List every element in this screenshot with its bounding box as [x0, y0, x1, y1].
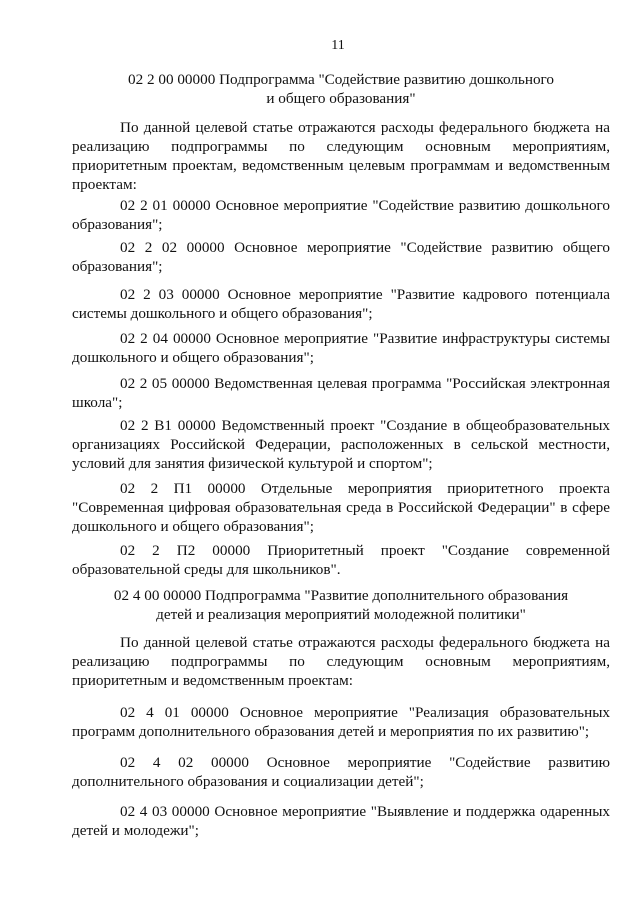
section-heading-line: 02 2 00 00000 Подпрограмма "Содействие развитию дошкольного	[127, 71, 555, 88]
section-heading	[72, 70, 610, 108]
intro-paragraph: По данной целевой статье отражаются расходы федерального бюджета на реализацию подпрограммы по следующим основным мероприятиям, приоритетным и ведомственным проектам:	[72, 634, 610, 689]
page-number: 11	[331, 38, 345, 53]
list-item: 02 2 01 00000 Основное мероприятие "Содействие развитию дошкольного образования";	[72, 197, 610, 233]
list-item: 02 2 04 00000 Основное мероприятие "Развитие инфраструктуры системы дошкольного и общего образования";	[72, 330, 610, 366]
list-item: 02 4 03 00000 Основное мероприятие "Выявление и поддержка одаренных детей и молодежи";	[72, 803, 610, 839]
section-heading-line: и общего образования"	[266, 90, 416, 107]
list-item: 02 2 В1 00000 Ведомственный проект "Создание в общеобразовательных организациях Российской Федерации, расположенных в сельской местности, условий для занятия физической культурой и спортом";	[72, 417, 610, 472]
list-item: 02 4 02 00000 Основное мероприятие "Содействие развитию дополнительного образования и социализации детей";	[72, 754, 610, 790]
list-item: 02 2 П2 00000 Приоритетный проект "Создание современной образовательной среды для школьников".	[72, 542, 610, 578]
list-item: 02 2 02 00000 Основное мероприятие "Содействие развитию общего образования";	[72, 239, 610, 275]
intro-paragraph: По данной целевой статье отражаются расходы федерального бюджета на реализацию подпрограммы по следующим основным мероприятиям, приоритетным проектам, ведомственным целевым программам и ведомственным проектам:	[72, 119, 610, 193]
list-item: 02 4 01 00000 Основное мероприятие "Реализация образовательных программ дополнительного образования детей и мероприятия по их развитию";	[72, 704, 610, 740]
list-item: 02 2 05 00000 Ведомственная целевая программа "Российская электронная школа";	[72, 375, 610, 411]
section-heading	[72, 586, 610, 624]
section-heading-line: детей и реализация мероприятий молодежной политики"	[156, 606, 526, 623]
list-item: 02 2 03 00000 Основное мероприятие "Развитие кадрового потенциала системы дошкольного и общего образования";	[72, 286, 610, 322]
section-heading-line: 02 4 00 00000 Подпрограмма "Развитие дополнительного образования	[113, 587, 569, 604]
list-item: 02 2 П1 00000 Отдельные мероприятия приоритетного проекта "Современная цифровая образовательная среда в Российской Федерации" в сфере дошкольного и общего образования";	[72, 480, 610, 535]
